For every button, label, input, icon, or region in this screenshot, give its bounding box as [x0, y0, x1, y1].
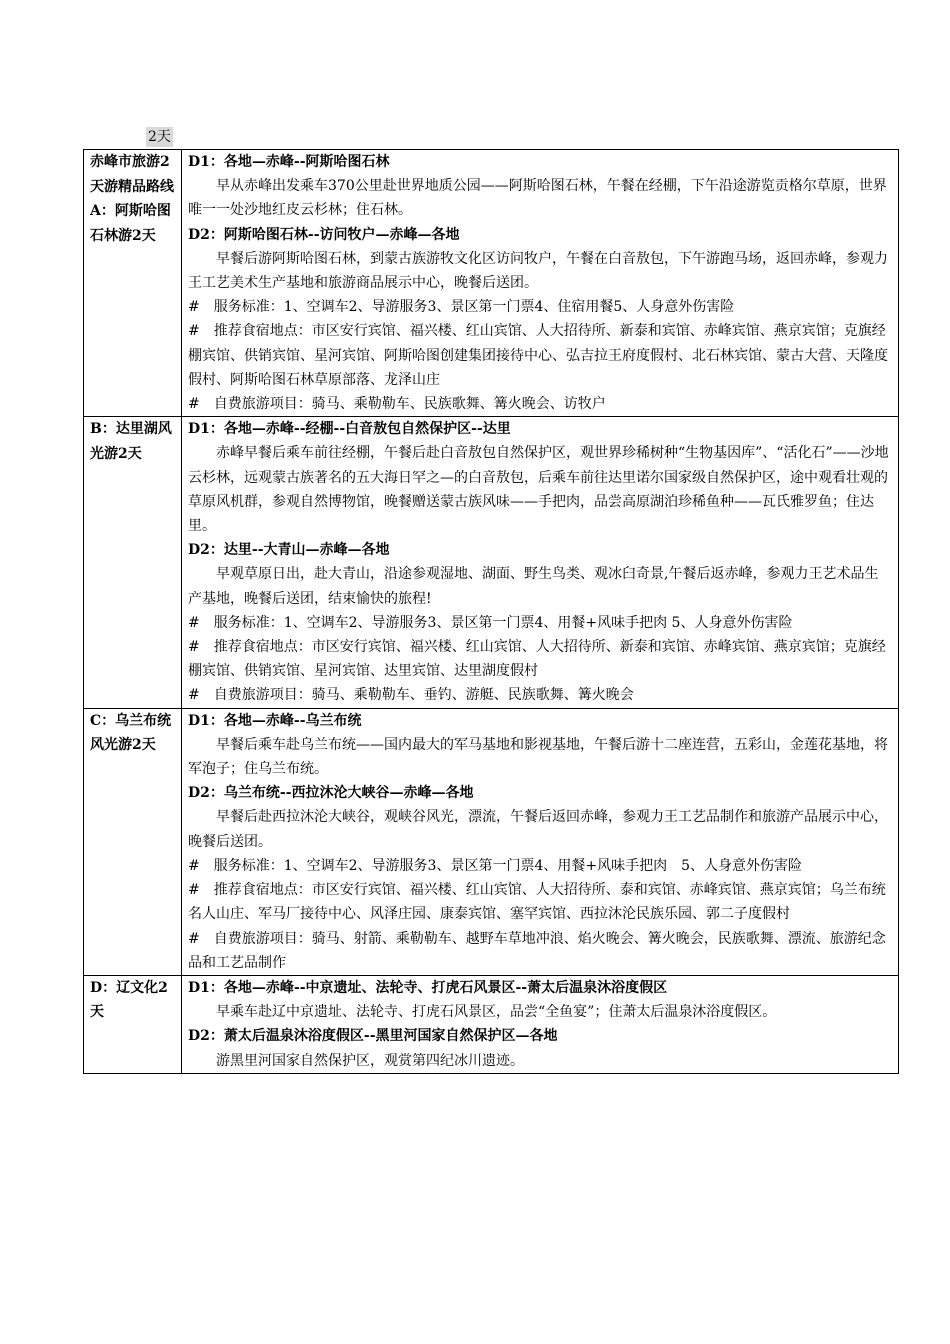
day1-title: D1：各地—赤峰--乌兰布统 [188, 712, 362, 729]
day2-title: D2：萧太后温泉沐浴度假区--黑里河国家自然保护区—各地 [188, 1028, 558, 1045]
day1-title: D1：各地—赤峰--经棚--白音敖包自然保护区--达里 [188, 421, 511, 438]
day2-title: D2：达里--大青山—赤峰—各地 [188, 542, 390, 559]
route-detail [182, 150, 899, 417]
route-name: D：辽文化2天 [84, 975, 182, 1073]
itinerary-table [83, 149, 899, 1074]
day2-text: 早观草原日出，赴大青山，沿途参观湿地、湖面、野生鸟类、观冰臼奇景,午餐后返赤峰，参观力王艺术品生产基地，晚餐后送团，结束愉快的旅程! [188, 566, 879, 607]
route-detail [182, 417, 899, 708]
optional-activities: # 自费旅游项目：骑马、乘勒勒车、垂钓、游艇、民族歌舞、篝火晚会 [188, 687, 634, 704]
service-standard: # 服务标准：1、空调车2、导游服务3、景区第一门票4、用餐+风味手把肉 5、人身意外伤害险 [188, 614, 793, 631]
lodging-recommendation: # 推荐食宿地点：市区安行宾馆、福兴楼、红山宾馆、人大招待所、新泰和宾馆、赤峰宾馆、燕京宾馆；克旗经棚宾馆、供销宾馆、星河宾馆、阿斯哈图创建集团接待中心、弘吉拉王府度假村、北石林宾馆、蒙古大营、天隆度假村、阿斯哈图石林草原部落、龙泽山庄 [188, 323, 888, 388]
optional-activities: # 自费旅游项目：骑马、射箭、乘勒勒车、越野车草地冲浪、焰火晚会、篝火晚会，民族歌舞、漂流、旅游纪念品和工艺品制作 [188, 930, 886, 971]
route-row-a [84, 150, 899, 417]
route-name: 赤峰市旅游2天游精品路线A：阿斯哈图石林游2天 [84, 150, 182, 417]
day2-text: 早餐后赴西拉沐沦大峡谷，观峡谷风光，漂流，午餐后返回赤峰，参观力王工艺品制作和旅游产品展示中心，晚餐后送团。 [188, 809, 888, 850]
lodging-recommendation: # 推荐食宿地点：市区安行宾馆、福兴楼、红山宾馆、人大招待所、新泰和宾馆、赤峰宾馆、燕京宾馆；克旗经棚宾馆、供销宾馆、星河宾馆、达里宾馆、达里湖度假村 [188, 639, 886, 680]
day1-text: 早乘车赴辽中京遗址、法轮寺、打虎石风景区，品尝“全鱼宴”；住萧太后温泉沐浴度假区。 [216, 1004, 777, 1021]
route-name: C：乌兰布统风光游2天 [84, 708, 182, 975]
duration-heading: 2天 [148, 129, 171, 145]
day1-title: D1：各地—赤峰--阿斯哈图石林 [188, 154, 390, 170]
route-detail [182, 975, 899, 1073]
day1-title: D1：各地—赤峰--中京遗址、法轮寺、打虎石风景区--萧太后温泉沐浴度假区 [188, 979, 668, 996]
route-row-c [84, 708, 899, 975]
route-row-d [84, 975, 899, 1073]
route-name: B：达里湖风光游2天 [84, 417, 182, 708]
route-detail [182, 708, 899, 975]
optional-activities: # 自费旅游项目：骑马、乘勒勒车、民族歌舞、篝火晚会、访牧户 [188, 396, 606, 413]
lodging-recommendation: # 推荐食宿地点：市区安行宾馆、福兴楼、红山宾馆、人大招待所、泰和宾馆、赤峰宾馆、燕京宾馆；乌兰布统名人山庄、军马厂接待中心、风泽庄园、康泰宾馆、塞罕宾馆、西拉沐沦民族乐园、郭二子度假村 [188, 882, 886, 923]
day2-text: 早餐后游阿斯哈图石林，到蒙古族游牧文化区访问牧户，午餐在白音敖包，下午游跑马场，返回赤峰，参观力王工艺美术生产基地和旅游商品展示中心，晚餐后送团。 [188, 250, 888, 292]
service-standard: # 服务标准：1、空调车2、导游服务3、景区第一门票4、用餐+风味手把肉 5、人身意外伤害险 [188, 857, 802, 874]
day2-text: 游黑里河国家自然保护区，观赏第四纪冰川遗迹。 [216, 1052, 524, 1069]
service-standard: # 服务标准：1、空调车2、导游服务3、景区第一门票4、住宿用餐5、人身意外伤害险 [188, 299, 735, 316]
route-row-b [84, 417, 899, 708]
day1-text: 赤峰早餐后乘车前往经棚，午餐后赴白音敖包自然保护区，观世界珍稀树种“生物基因库”、“活化石”——沙地云杉林，远观蒙古族著名的五大海日罕之—的白音敖包，后乘车前往达里诺尔国家级自然保护区，途中观看壮观的草原风机群，参观自然博物馆，晚餐赠送蒙古族风味——手把肉，品尝高原湖泊珍稀鱼种——瓦氏雅罗鱼；住达里。 [188, 445, 889, 535]
day2-title: D2：乌兰布统--西拉沐沦大峡谷—赤峰—各地 [188, 785, 474, 802]
day1-text: 早餐后乘车赴乌兰布统——国内最大的军马基地和影视基地，午餐后游十二座连营，五彩山，金莲花基地，将军泡子；住乌兰布统。 [188, 736, 888, 778]
day1-text: 早从赤峰出发乘车370公里赴世界地质公园——阿斯哈图石林，午餐在经棚，下午沿途游览贡格尔草原，世界唯一一处沙地红皮云杉林；住石林。 [188, 178, 887, 219]
day2-title: D2：阿斯哈图石林--访问牧户—赤峰—各地 [188, 226, 460, 243]
